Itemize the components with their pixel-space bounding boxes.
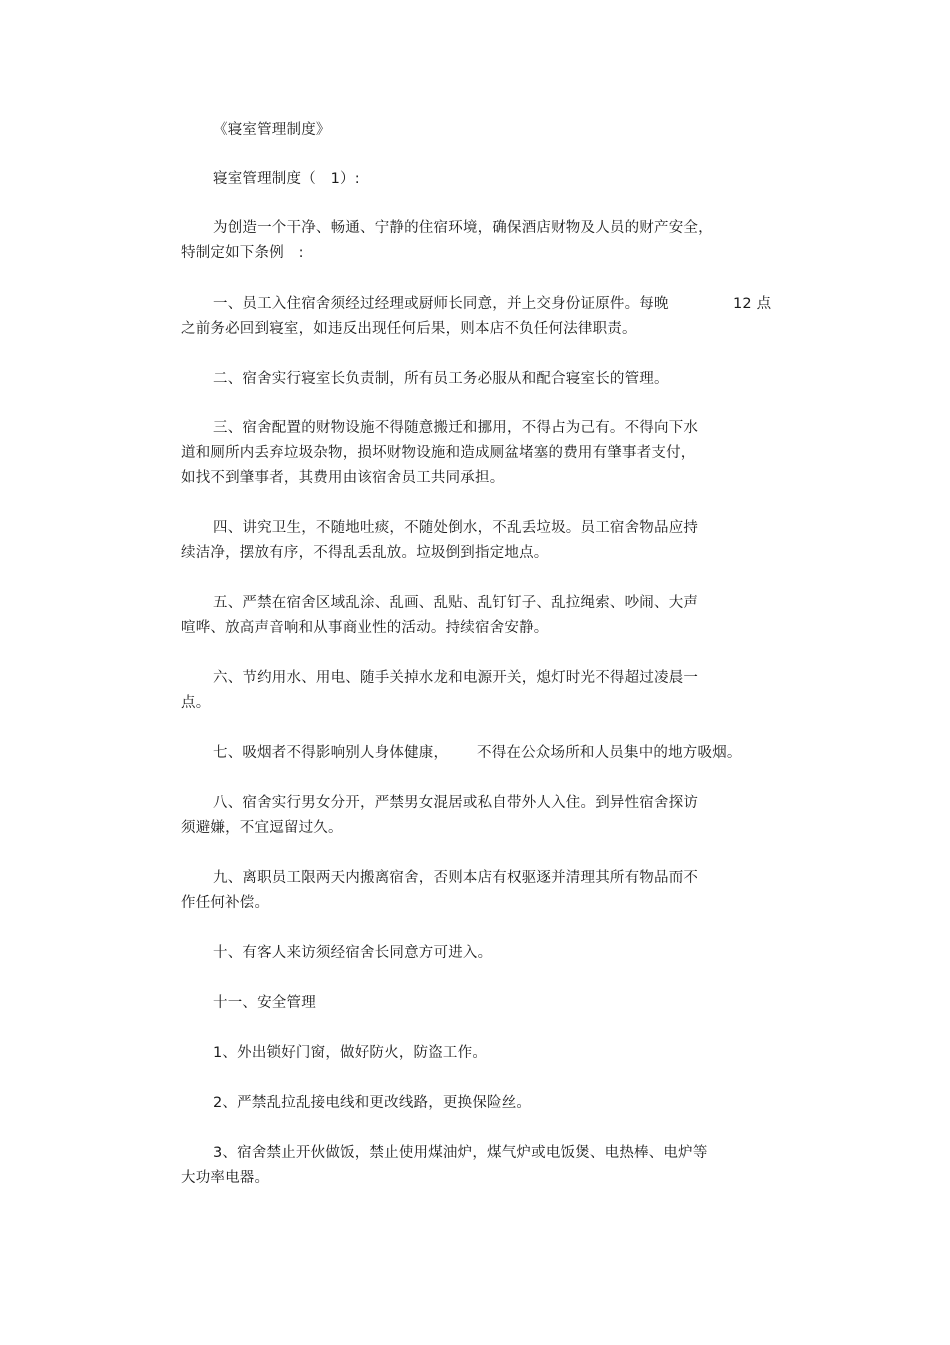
safety-item-2: 2、严禁乱拉乱接电线和更改线路，更换保险丝。 <box>213 1095 532 1111</box>
rule-6-line-2: 点。 <box>181 695 211 711</box>
rule-10-line-1: 十、有客人来访须经宿舍长同意方可进入。 <box>213 945 493 961</box>
document-title: 《寝室管理制度》 <box>213 122 331 138</box>
rule-3-line-3: 如找不到肇事者，其费用由该宿舍员工共同承担。 <box>181 470 505 486</box>
rule-8-line-2: 须避嫌，不宜逗留过久。 <box>181 820 343 836</box>
rule-4-line-1: 四、讲究卫生，不随地吐痰，不随处倒水，不乱丢垃圾。员工宿舍物品应持 <box>213 520 699 536</box>
rule-1-line-2: 之前务必回到寝室，如违反出现任何后果，则本店不负任何法律职责。 <box>181 321 637 337</box>
rule-11-heading: 十一、安全管理 <box>213 995 316 1011</box>
rule-5-line-2: 喧哗、放高声音响和从事商业性的活动。持续宿舍安静。 <box>181 620 549 636</box>
safety-item-3-line-2: 大功率电器。 <box>181 1170 270 1186</box>
rule-3-line-2: 道和厕所内丢弃垃圾杂物，损坏财物设施和造成厕盆堵塞的费用有肇事者支付， <box>181 445 696 461</box>
rule-9-line-2: 作任何补偿。 <box>181 895 270 911</box>
safety-item-3-line-1: 3、宿舍禁止开伙做饭，禁止使用煤油炉，煤气炉或电饭煲、电热棒、电炉等 <box>213 1145 708 1161</box>
rule-9-line-1: 九、离职员工限两天内搬离宿舍，否则本店有权驱逐并清理其所有物品而不 <box>213 870 699 886</box>
rule-3-line-1: 三、宿舍配置的财物设施不得随意搬迁和挪用，不得占为己有。不得向下水 <box>213 420 699 436</box>
rule-4-line-2: 续洁净，摆放有序，不得乱丢乱放。垃圾倒到指定地点。 <box>181 545 549 561</box>
rule-7-line-1-tail: 不得在公众场所和人员集中的地方吸烟。 <box>477 745 742 761</box>
rule-7-line-1: 七、吸烟者不得影响别人身体健康， <box>213 745 449 761</box>
rule-2-line-1: 二、宿舍实行寝室长负责制，所有员工务必服从和配合寝室长的管理。 <box>213 371 669 387</box>
document-subtitle: 寝室管理制度（ 1）: <box>213 171 360 187</box>
rule-1-line-1-tail: 12 点 <box>733 296 772 312</box>
rule-6-line-1: 六、节约用水、用电、随手关掉水龙和电源开关，熄灯时光不得超过凌晨一 <box>213 670 699 686</box>
intro-line-1: 为创造一个干净、畅通、宁静的住宿环境，确保酒店财物及人员的财产安全， <box>213 220 713 236</box>
intro-line-2: 特制定如下条例 : <box>181 245 304 261</box>
rule-5-line-1: 五、严禁在宿舍区域乱涂、乱画、乱贴、乱钉钉子、乱拉绳索、吵闹、大声 <box>213 595 699 611</box>
safety-item-1: 1、外出锁好门窗，做好防火，防盗工作。 <box>213 1045 488 1061</box>
rule-8-line-1: 八、宿舍实行男女分开，严禁男女混居或私自带外人入住。到异性宿舍探访 <box>213 795 699 811</box>
rule-1-line-1: 一、员工入住宿舍须经过经理或厨师长同意，并上交身份证原件。每晚 <box>213 296 669 312</box>
